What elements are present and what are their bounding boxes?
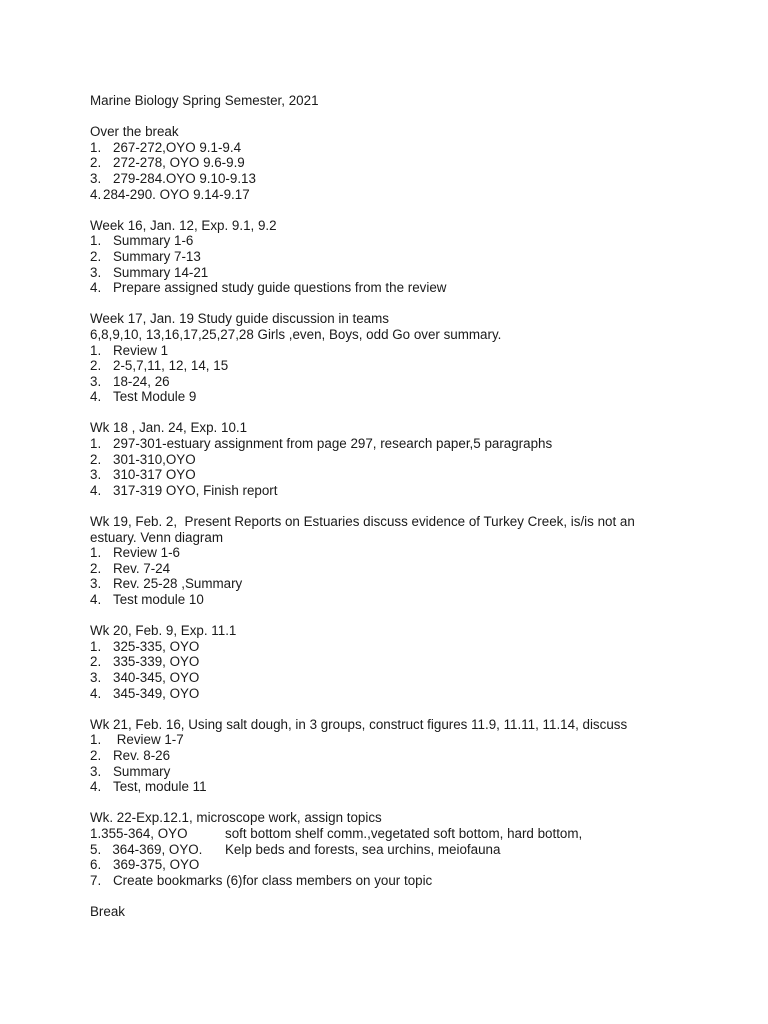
spacer xyxy=(90,405,730,421)
section-week-20 xyxy=(90,623,730,701)
item-number: 2. xyxy=(90,155,102,171)
list-item xyxy=(90,670,730,686)
list-item xyxy=(90,280,730,296)
list-item xyxy=(90,576,730,592)
document-title: Marine Biology Spring Semester, 2021 xyxy=(90,93,319,108)
section-week-18 xyxy=(90,420,730,498)
spacer xyxy=(90,795,730,811)
item-text: Review 1-6 xyxy=(113,545,180,561)
spacer xyxy=(90,888,730,904)
spacer xyxy=(90,109,730,125)
list-item xyxy=(90,436,730,452)
document-body xyxy=(90,93,730,919)
item-text: 297-301-estuary assignment from page 297, research paper,5 paragraphs xyxy=(113,436,553,452)
item-number: 1. xyxy=(90,233,102,249)
list-item xyxy=(90,779,730,795)
item-text: Summary xyxy=(113,763,171,779)
section-heading: Wk 21, Feb. 16, Using salt dough, in 3 groups, construct figures 11.9, 11.11, 11.14, discuss xyxy=(90,716,628,732)
list-item xyxy=(90,374,730,390)
spacer xyxy=(90,296,730,312)
section-heading: Wk. 22-Exp.12.1, microscope work, assign topics xyxy=(90,810,382,826)
list-item xyxy=(90,732,730,748)
item-number: 2. xyxy=(90,654,102,670)
item-number: 3. xyxy=(90,467,102,483)
item-number: 4. xyxy=(90,186,102,202)
list-item xyxy=(90,265,730,281)
item-number: 1. xyxy=(90,638,102,654)
item-text: Summary 1-6 xyxy=(113,233,194,249)
footer-text: Break xyxy=(90,903,125,919)
item-number: 1. xyxy=(90,545,102,561)
list-item xyxy=(90,639,730,655)
item-text: Test module 10 xyxy=(113,592,204,607)
item-number: 2. xyxy=(90,747,102,763)
list-item xyxy=(90,358,730,374)
list-item xyxy=(90,467,730,483)
list-item xyxy=(90,561,730,577)
item-text: 335-339, OYO xyxy=(113,654,200,670)
list-item xyxy=(90,748,730,764)
section-heading: Wk 19, Feb. 2, Present Reports on Estuaries discuss evidence of Turkey Creek, is/is not an xyxy=(90,514,635,530)
item-number: 2. xyxy=(90,560,102,576)
item-number: 3. xyxy=(90,264,102,280)
list-item xyxy=(90,686,730,702)
item-topic: Kelp beds and forests, sea urchins, meiofauna xyxy=(225,841,501,857)
item-text: 284-290. OYO 9.14-9.17 xyxy=(103,186,250,202)
item-number: 4. xyxy=(90,482,102,498)
item-number: 1. xyxy=(90,436,102,452)
item-text: 267-272,OYO 9.1-9.4 xyxy=(113,139,242,155)
item-text: Summary 14-21 xyxy=(113,264,209,280)
item-number: 6. xyxy=(90,857,102,873)
item-range: 5. 364-369, OYO. xyxy=(90,841,203,857)
item-text: Review 1 xyxy=(113,342,169,358)
spacer xyxy=(90,202,730,218)
item-text: Prepare assigned study guide questions from the review xyxy=(113,280,447,296)
item-text: 317-319 OYO, Finish report xyxy=(113,482,278,498)
list-item xyxy=(90,826,730,842)
section-week-21 xyxy=(90,717,730,795)
item-number: 3. xyxy=(90,576,102,592)
item-text: 310-317 OYO xyxy=(113,467,196,483)
item-text: 369-375, OYO xyxy=(113,857,200,873)
section-week-17 xyxy=(90,311,730,405)
section-week-22 xyxy=(90,810,730,888)
list-item xyxy=(90,171,730,187)
list-item xyxy=(90,873,730,889)
list-item xyxy=(90,764,730,780)
section-over-the-break xyxy=(90,124,730,202)
list-item xyxy=(90,545,730,561)
list-item xyxy=(90,233,730,249)
item-number: 3. xyxy=(90,763,102,779)
item-text: 18-24, 26 xyxy=(113,373,170,389)
item-number: 4. xyxy=(90,280,102,296)
item-text: Summary 7-13 xyxy=(113,248,201,264)
section-week-19 xyxy=(90,514,730,608)
list-item xyxy=(90,187,730,203)
spacer xyxy=(90,498,730,514)
list-item xyxy=(90,389,730,405)
section-heading: Wk 20, Feb. 9, Exp. 11.1 xyxy=(90,623,237,639)
item-text: 301-310,OYO xyxy=(113,451,196,467)
item-number: 1. xyxy=(90,342,102,358)
list-item xyxy=(90,155,730,171)
list-item xyxy=(90,249,730,265)
item-text: Rev. 7-24 xyxy=(113,560,171,576)
section-heading: Wk 18 , Jan. 24, Exp. 10.1 xyxy=(90,420,248,436)
list-item xyxy=(90,857,730,873)
item-text: Test Module 9 xyxy=(113,389,197,405)
item-text: 279-284.OYO 9.10-9.13 xyxy=(113,170,256,186)
item-range: 1.355-364, OYO xyxy=(90,825,188,841)
item-text: 340-345, OYO xyxy=(113,669,200,685)
item-number: 1. xyxy=(90,139,102,155)
section-week-16 xyxy=(90,218,730,296)
list-item xyxy=(90,343,730,359)
item-text: 272-278, OYO 9.6-9.9 xyxy=(113,155,245,171)
item-number: 2. xyxy=(90,451,102,467)
item-text: Create bookmarks (6)for class members on your topic xyxy=(113,872,433,888)
list-item xyxy=(90,842,730,858)
item-topic: soft bottom shelf comm.,vegetated soft bottom, hard bottom, xyxy=(225,825,583,841)
item-number: 3. xyxy=(90,170,102,186)
list-item xyxy=(90,452,730,468)
spacer xyxy=(90,608,730,624)
item-number: 4. xyxy=(90,592,102,607)
section-heading: Week 17, Jan. 19 Study guide discussion in teams xyxy=(90,311,389,327)
section-subheading: estuary. Venn diagram xyxy=(90,529,223,545)
spacer xyxy=(90,701,730,717)
section-heading: Over the break xyxy=(90,124,179,140)
list-item xyxy=(90,483,730,499)
item-text: 345-349, OYO xyxy=(113,685,200,701)
item-number: 7. xyxy=(90,872,102,888)
item-number: 2. xyxy=(90,358,102,374)
list-item xyxy=(90,592,730,608)
item-number: 2. xyxy=(90,248,102,264)
list-item xyxy=(90,654,730,670)
item-text: Rev. 8-26 xyxy=(113,747,171,763)
item-text: 2-5,7,11, 12, 14, 15 xyxy=(113,358,229,374)
list-item xyxy=(90,140,730,156)
item-text: Review 1-7 xyxy=(113,732,184,748)
item-number: 3. xyxy=(90,669,102,685)
item-number: 4. xyxy=(90,389,102,405)
item-number: 4. xyxy=(90,685,102,701)
section-subheading: 6,8,9,10, 13,16,17,25,27,28 Girls ,even, Boys, odd Go over summary. xyxy=(90,326,502,342)
item-text: Rev. 25-28 ,Summary xyxy=(113,576,243,592)
item-text: 325-335, OYO xyxy=(113,638,200,654)
section-heading: Week 16, Jan. 12, Exp. 9.1, 9.2 xyxy=(90,217,277,233)
item-number: 4. xyxy=(90,779,102,795)
item-number: 3. xyxy=(90,373,102,389)
item-text: Test, module 11 xyxy=(113,779,207,795)
item-number: 1. xyxy=(90,732,102,748)
